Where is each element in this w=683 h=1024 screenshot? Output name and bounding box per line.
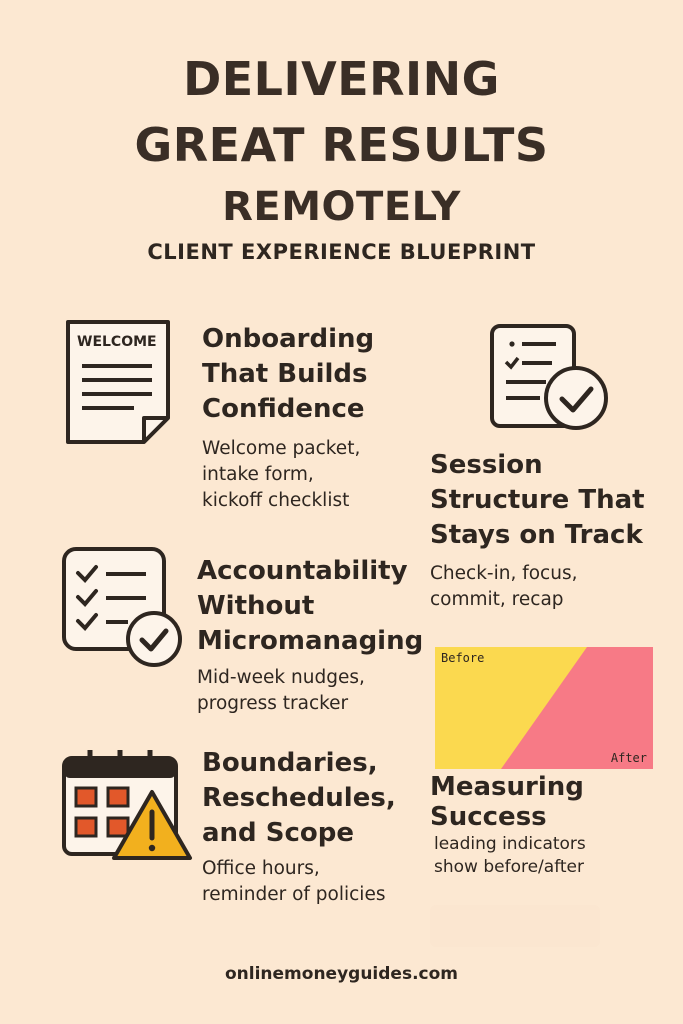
onboarding-heading-line: Confidence	[202, 394, 365, 424]
onboarding-description	[202, 436, 360, 514]
before-label: Before	[441, 651, 485, 665]
onboarding-desc-line: intake form,	[202, 464, 314, 485]
boundaries-description	[202, 856, 385, 908]
onboarding-heading-line: Onboarding	[202, 324, 375, 354]
session-heading-line: Structure That	[430, 485, 645, 515]
faded-smudge	[430, 905, 600, 947]
session-heading-line: Session	[430, 450, 543, 480]
calendar-warning-icon	[60, 748, 194, 864]
welcome-icon-text: WELCOME	[77, 334, 157, 350]
onboarding-heading-line: That Builds	[202, 359, 368, 389]
measuring-desc-line: leading indicators	[434, 834, 586, 854]
boundaries-desc-line: Office hours,	[202, 858, 320, 879]
accountability-desc-line: progress tracker	[197, 693, 349, 714]
checklist-check-icon	[60, 545, 184, 669]
onboarding-desc-line: kickoff checklist	[202, 490, 350, 511]
boundaries-heading	[202, 746, 396, 851]
after-label: After	[610, 751, 647, 765]
boundaries-heading-line: Reschedules,	[202, 783, 396, 813]
measuring-heading-line: Measuring	[430, 772, 584, 802]
onboarding-heading	[202, 322, 374, 427]
session-heading	[430, 448, 645, 553]
boundaries-heading-line: and Scope	[202, 818, 354, 848]
accountability-heading-line: Without	[197, 591, 315, 621]
accountability-description	[197, 665, 365, 717]
boundaries-desc-line: reminder of policies	[202, 884, 386, 905]
measuring-heading	[430, 772, 584, 832]
accountability-desc-line: Mid-week nudges,	[197, 667, 365, 688]
title-line-2: GREAT RESULTS	[134, 118, 549, 172]
welcome-document-icon	[64, 318, 174, 446]
checklist-document-check-icon	[488, 322, 613, 434]
accountability-heading-line: Accountability	[197, 556, 408, 586]
footer-url: onlinemoneyguides.com	[224, 964, 459, 984]
measuring-desc-line: show before/after	[434, 857, 584, 877]
measuring-description	[434, 833, 586, 879]
title-line-3: REMOTELY	[222, 184, 461, 230]
measuring-heading-line: Success	[430, 802, 547, 832]
boundaries-heading-line: Boundaries,	[202, 748, 378, 778]
title-line-1: DELIVERING	[183, 52, 500, 106]
session-description	[430, 561, 577, 613]
before-after-graphic	[435, 647, 653, 769]
session-desc-line: commit, recap	[430, 589, 564, 610]
accountability-heading	[197, 554, 423, 659]
accountability-heading-line: Micromanaging	[197, 626, 424, 656]
session-desc-line: Check-in, focus,	[430, 563, 578, 584]
subtitle: CLIENT EXPERIENCE BLUEPRINT	[147, 240, 536, 264]
onboarding-desc-line: Welcome packet,	[202, 438, 361, 459]
session-heading-line: Stays on Track	[430, 520, 643, 550]
